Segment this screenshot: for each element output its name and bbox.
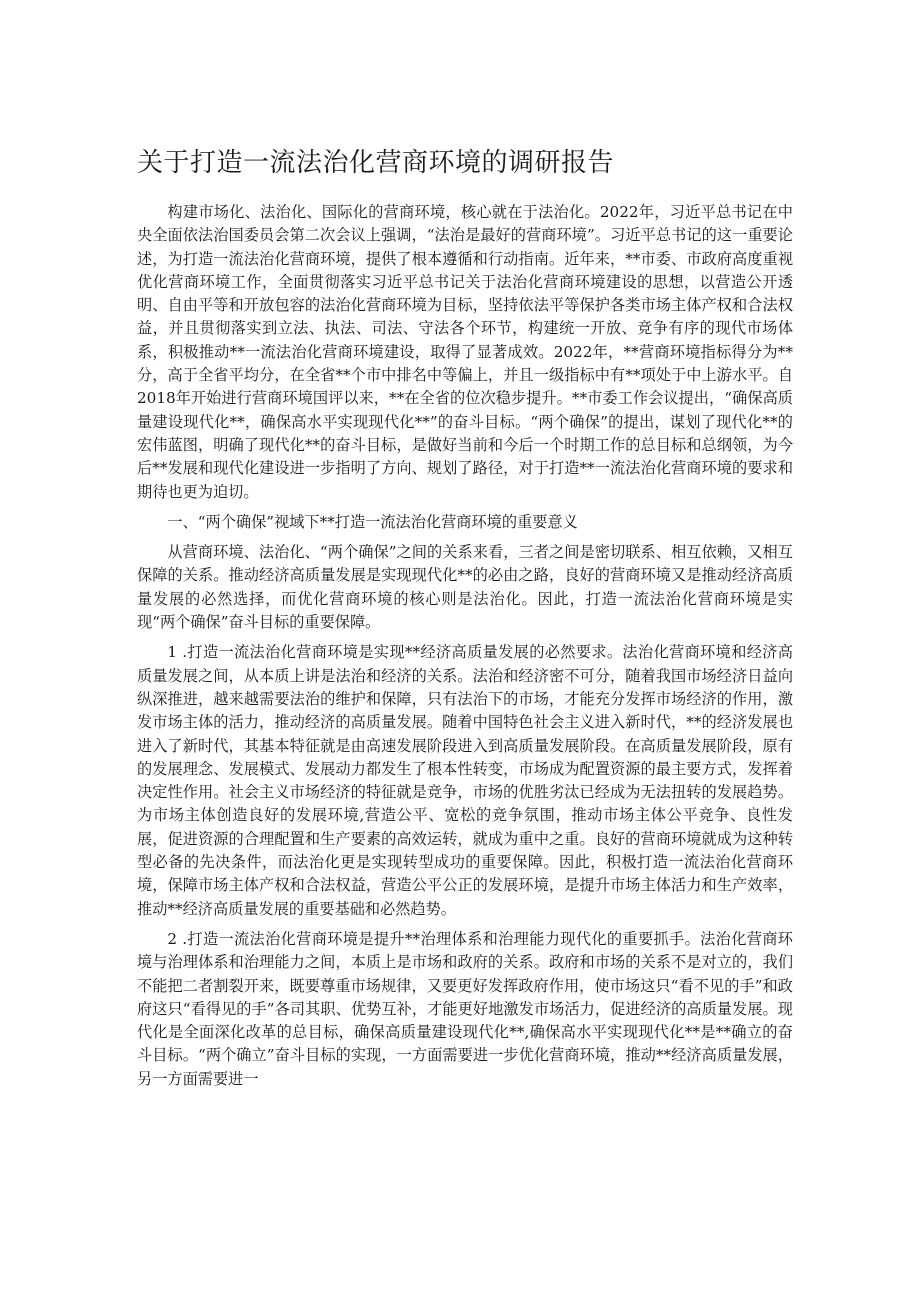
point-1-paragraph: 1 .打造一流法治化营商环境是实现**经济高质量发展的必然要求。法治化营商环境和经济高质量发展之间，从本质上讲是法治和经济的关系。法治和经济密不可分，随着我国市场经济日益向纵深推进，越来越需要法治的维护和保障，只有法治下的市场，才能充分发挥市场经济的作用，激发市场主体的活力，推动经济的高质量发展。随着中国特色社会主义进入新时代，**的经济发展也进入了新时代，其基本特征就是由高速发展阶段进入到高质量发展阶段。在高质量发展阶段，原有的发展理念、发展模式、发展动力都发生了根本性转变，市场成为配置资源的最主要方式，发挥着决定性作用。社会主义市场经济的特征就是竞争，市场的优胜劣汰已经成为无法扭转的发展趋势。为市场主体创造良好的发展环境,营造公平、宽松的竞争氛围，推动市场主体公平竞争、良性发展，促进资源的合理配置和生产要素的高效运转，就成为重中之重。良好的营商环境就成为这种转型必备的先决条件，而法治化更是实现转型成功的重要保障。因此，积极打造一流法治化营商环境，保障市场主体产权和合法权益，营造公平公正的发展环境，是提升市场主体活力和生产效率，推动**经济高质量发展的重要基础和必然趋势。 xyxy=(137,643,793,918)
section-heading-1: 一、“两个确保”视域下**打造一流法治化营商环境的重要意义 xyxy=(167,512,578,531)
section-1-paragraph: 从营商环境、法治化、“两个确保”之间的关系来看，三者之间是密切联系、相互依赖，又相互保障的关系。推动经济高质量发展是实现现代化**的必由之路，良好的营商环境又是推动经济高质量发展的必然选择，而优化营商环境的核心则是法治化。因此，打造一流法治化营商环境是实现“两个确保”奋斗目标的重要保障。 xyxy=(137,543,793,632)
point-2-paragraph: 2 .打造一流法治化营商环境是提升**治理体系和治理能力现代化的重要抓手。法治化营商环境与治理体系和治理能力之间，本质上是市场和政府的关系。政府和市场的关系不是对立的，我们不能把二者割裂开来，既要尊重市场规律，又要更好发挥政府作用，使市场这只“看不见的手”和政府这只“看得见的手”各司其职、优势互补，才能更好地激发市场活力，促进经济的高质量发展。现代化是全面深化改革的总目标，确保高质量建设现代化**,确保高水平实现现代化**是**确立的奋斗目标。“两个确立”奋斗目标的实现，一方面需要进一步优化营商环境，推动**经济高质量发展，另一方面需要进一 xyxy=(137,929,793,1088)
document-page xyxy=(137,143,793,1098)
document-title: 关于打造一流法治化营商环境的调研报告 xyxy=(137,148,615,178)
intro-paragraph: 构建市场化、法治化、国际化的营商环境，核心就在于法治化。2022年，习近平总书记在中央全面依法治国委员会第二次会议上强调，“法治是最好的营商环境”。习近平总书记的这一重要论述，为打造一流法治化营商环境，提供了根本遵循和行动指南。近年来，**市委、市政府高度重视优化营商环境工作，全面贯彻落实习近平总书记关于法治化营商环境建设的思想，以营造公开透明、自由平等和开放包容的法治化营商环境为目标，坚持依法平等保护各类市场主体产权和合法权益，并且贯彻落实到立法、执法、司法、守法各个环节，构建统一开放、竞争有序的现代市场体系，积极推动**一流法治化营商环境建设，取得了显著成效。2022年，**营商环境指标得分为**分，高于全省平均分，在全省**个市中排名中等偏上，并且一级指标中有**项处于中上游水平。自2018年开始进行营商环境国评以来，**在全省的位次稳步提升。**市委工作会议提出，“确保高质量建设现代化**，确保高水平实现现代化**”的奋斗目标。“两个确保”的提出，谋划了现代化**的宏伟蓝图，明确了现代化**的奋斗目标，是做好当前和今后一个时期工作的总目标和总纲领，为今后**发展和现代化建设进一步指明了方向、规划了路径，对于打造**一流法治化营商环境的要求和期待也更为迫切。 xyxy=(137,203,793,501)
